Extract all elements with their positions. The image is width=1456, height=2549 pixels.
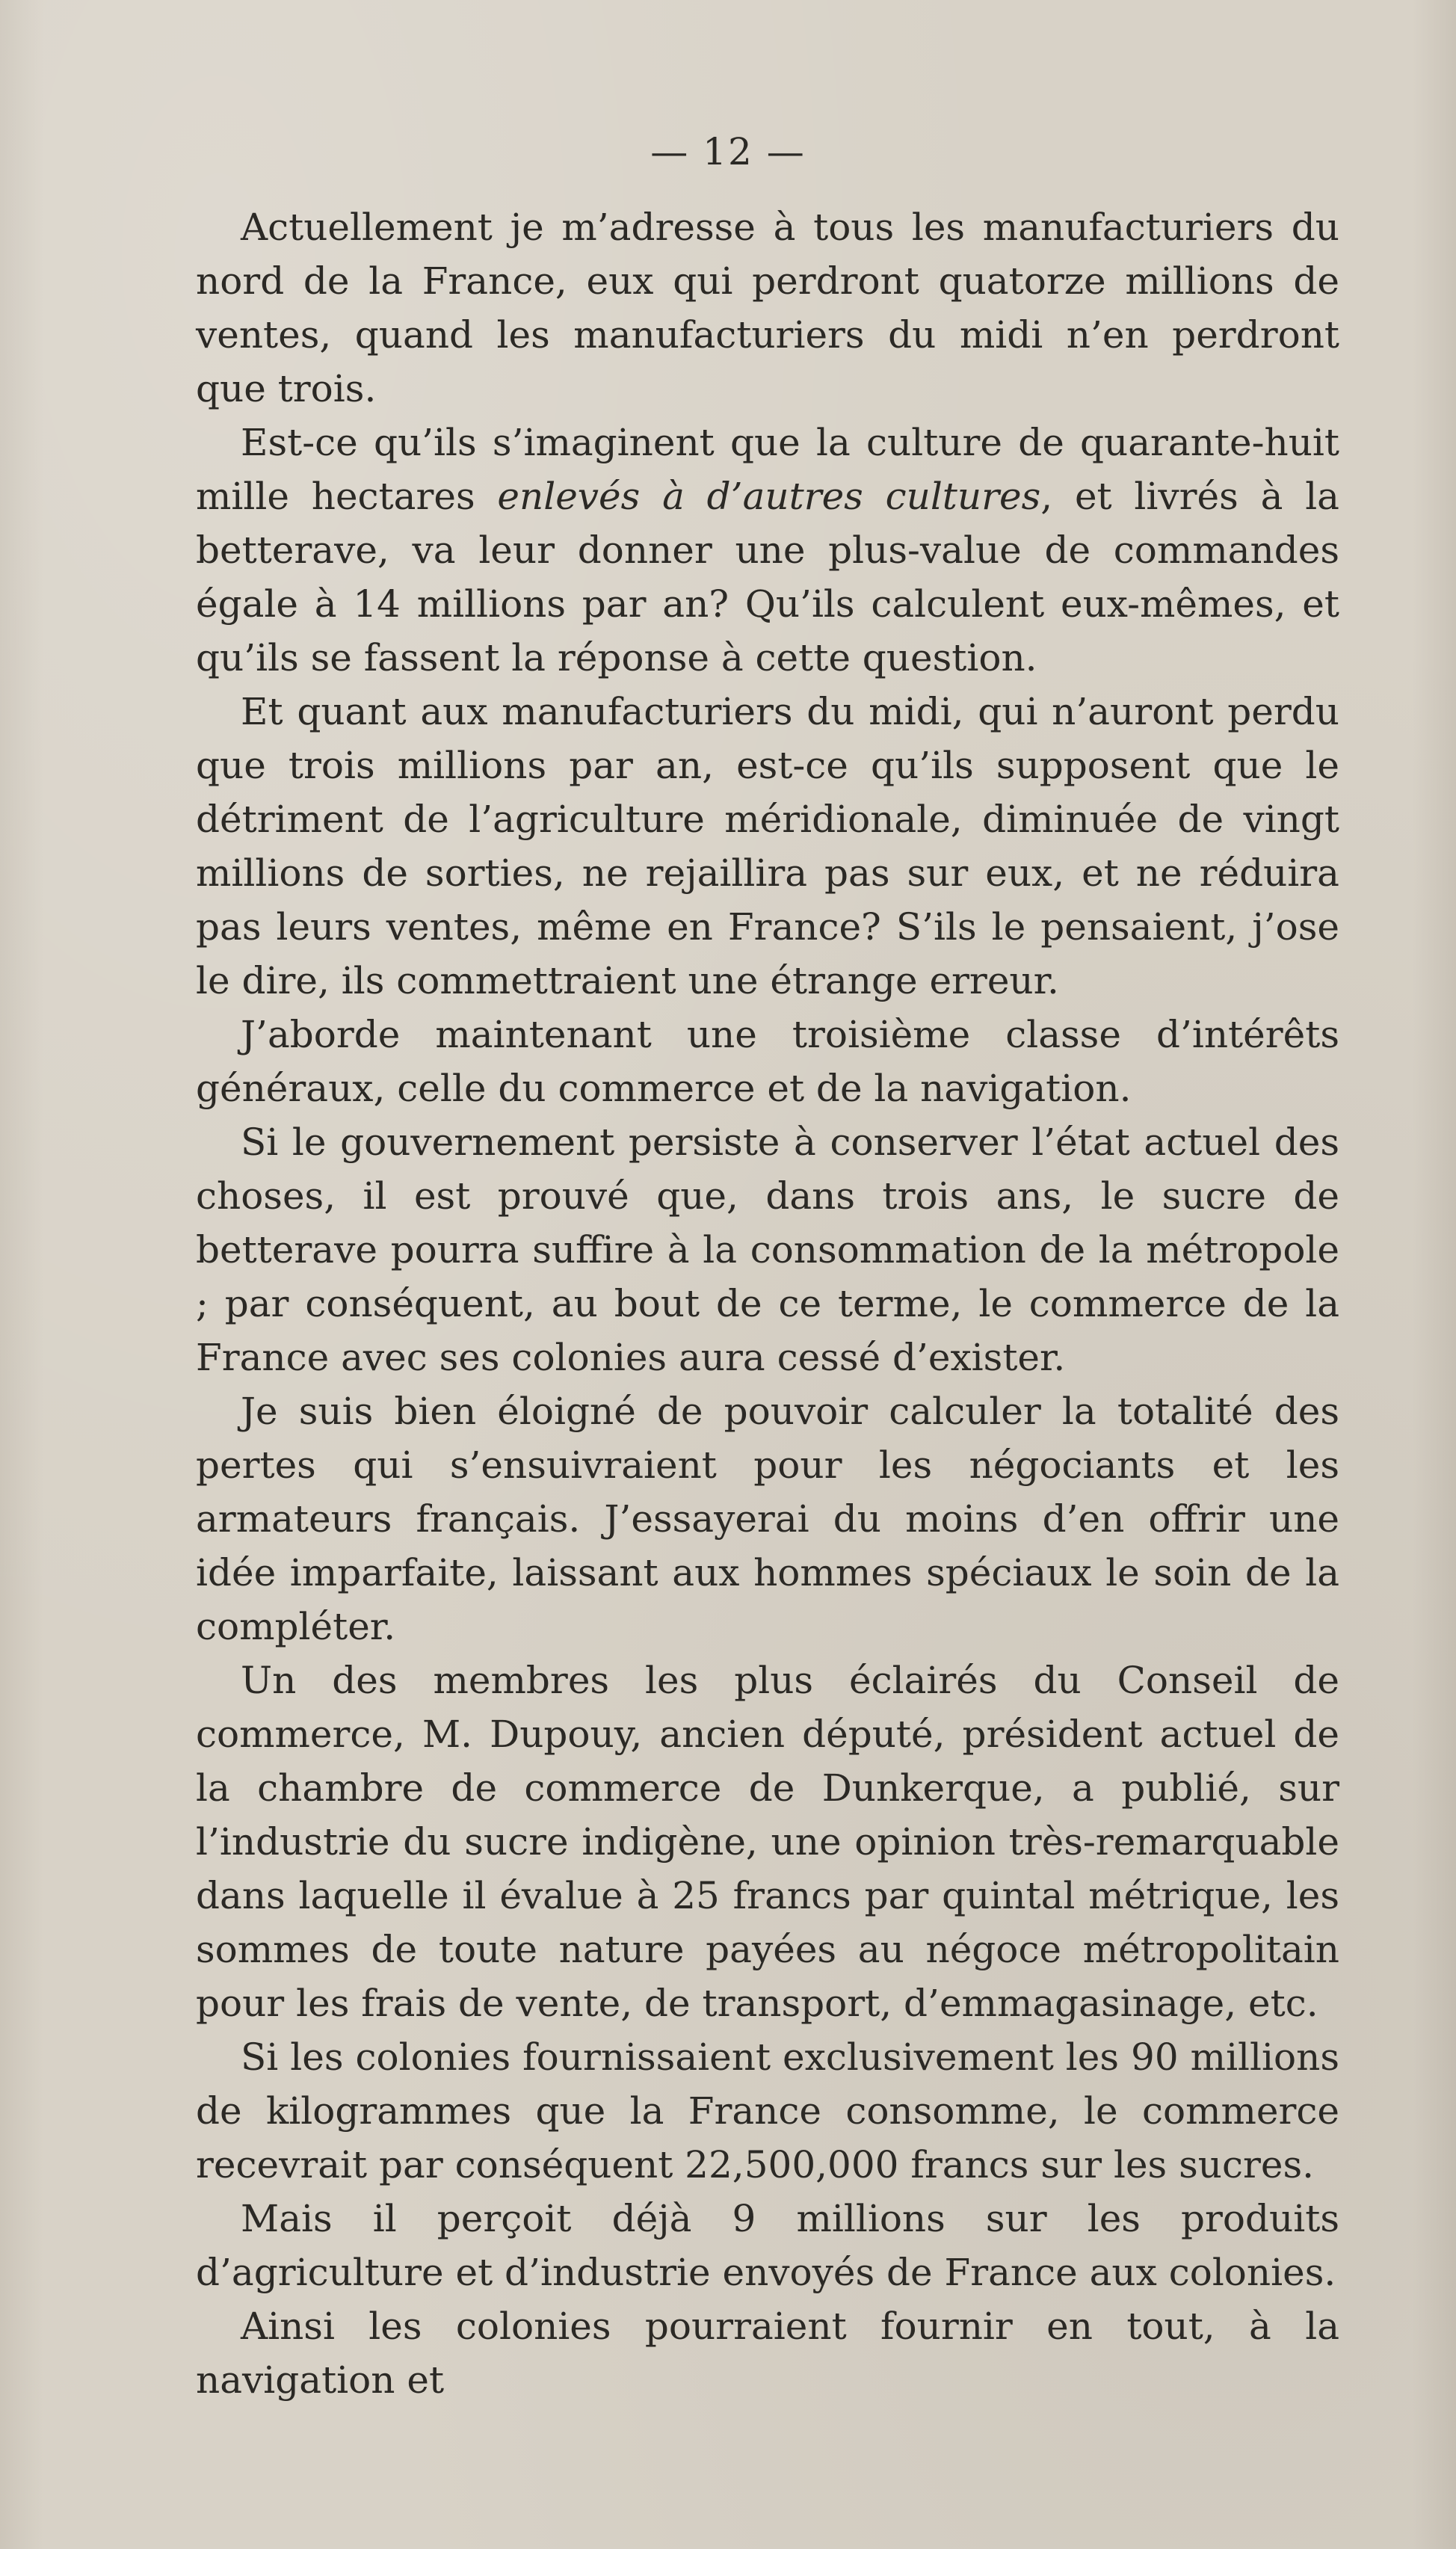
- paragraph: [196, 1115, 1339, 1384]
- body-text: [196, 200, 1339, 2407]
- paragraph: [196, 416, 1339, 685]
- text-run: Actuellement je m’adresse à tous les manufacturiers du nord de la France, eux qui perdront quatorze millions de ventes, quand les manufacturiers du midi n’en perdront que trois.: [196, 206, 1339, 410]
- text-run: Ainsi les colonies pourraient fournir en tout, à la navigation et: [196, 2305, 1339, 2402]
- paragraph: [196, 2192, 1339, 2299]
- text-run: J’aborde maintenant une troisième classe d’intérêts généraux, celle du commerce et de la navigation.: [196, 1013, 1339, 1110]
- text-run: Un des membres les plus éclairés du Conseil de commerce, M. Dupouy, ancien député, président actuel de la chambre de commerce de Dunkerque, a publié, sur l’industrie du sucre indigène, une opinion très-remarquable dans laquelle il évalue à 25 francs par quintal métrique, les sommes de toute nature payées au négoce métropolitain pour les frais de vente, de transport, d’emmagasinage, etc.: [196, 1659, 1339, 2025]
- paragraph: [196, 200, 1339, 416]
- text-run: Si le gouvernement persiste à conserver l’état actuel des choses, il est prouvé que, dans trois ans, le sucre de betterave pourra suffire à la consommation de la métropole ; par conséquent, au bout de ce terme, le commerce de la France avec ses colonies aura cessé d’exister.: [196, 1121, 1339, 1379]
- italic-text: enlevés à d’autres cultures: [497, 475, 1041, 518]
- paragraph: [196, 1384, 1339, 1653]
- paragraph: [196, 2299, 1339, 2407]
- text-run: Est-ce qu’ils s’imaginent que la culture de quarante-huit mille hectares: [196, 421, 1339, 518]
- text-run: Et quant aux manufacturiers du midi, qui n’auront perdu que trois millions par an, est-ce qu’ils supposent que le détriment de l’agriculture méridionale, diminuée de vingt millions de sorties, ne rejaillira pas sur eux, et ne réduira pas leurs ventes, même en France? S’ils le pensaient, j’ose le dire, ils commettraient une étrange erreur.: [196, 690, 1339, 1002]
- paragraph: [196, 685, 1339, 1008]
- paragraph: [196, 1008, 1339, 1115]
- text-run: , et livrés à la betterave, va leur donner une plus-value de commandes égale à 14 millions par an? Qu’ils calculent eux-mêmes, et qu’ils se fassent la réponse à cette question.: [196, 475, 1339, 679]
- text-run: Mais il perçoit déjà 9 millions sur les produits d’agriculture et d’industrie envoyés de France aux colonies.: [196, 2197, 1339, 2294]
- paragraph: [196, 1653, 1339, 2030]
- paragraph: [196, 2030, 1339, 2192]
- text-run: Si les colonies fournissaient exclusivement les 90 millions de kilogrammes que la France consomme, le commerce recevrait par conséquent 22,500,000 francs sur les sucres.: [196, 2035, 1339, 2186]
- page-number: — 12 —: [650, 130, 806, 173]
- text-run: Je suis bien éloigné de pouvoir calculer la totalité des pertes qui s’ensuivraient pour les négociants et les armateurs français. J’essayerai du moins d’en offrir une idée imparfaite, laissant aux hommes spéciaux le soin de la compléter.: [196, 1390, 1339, 1648]
